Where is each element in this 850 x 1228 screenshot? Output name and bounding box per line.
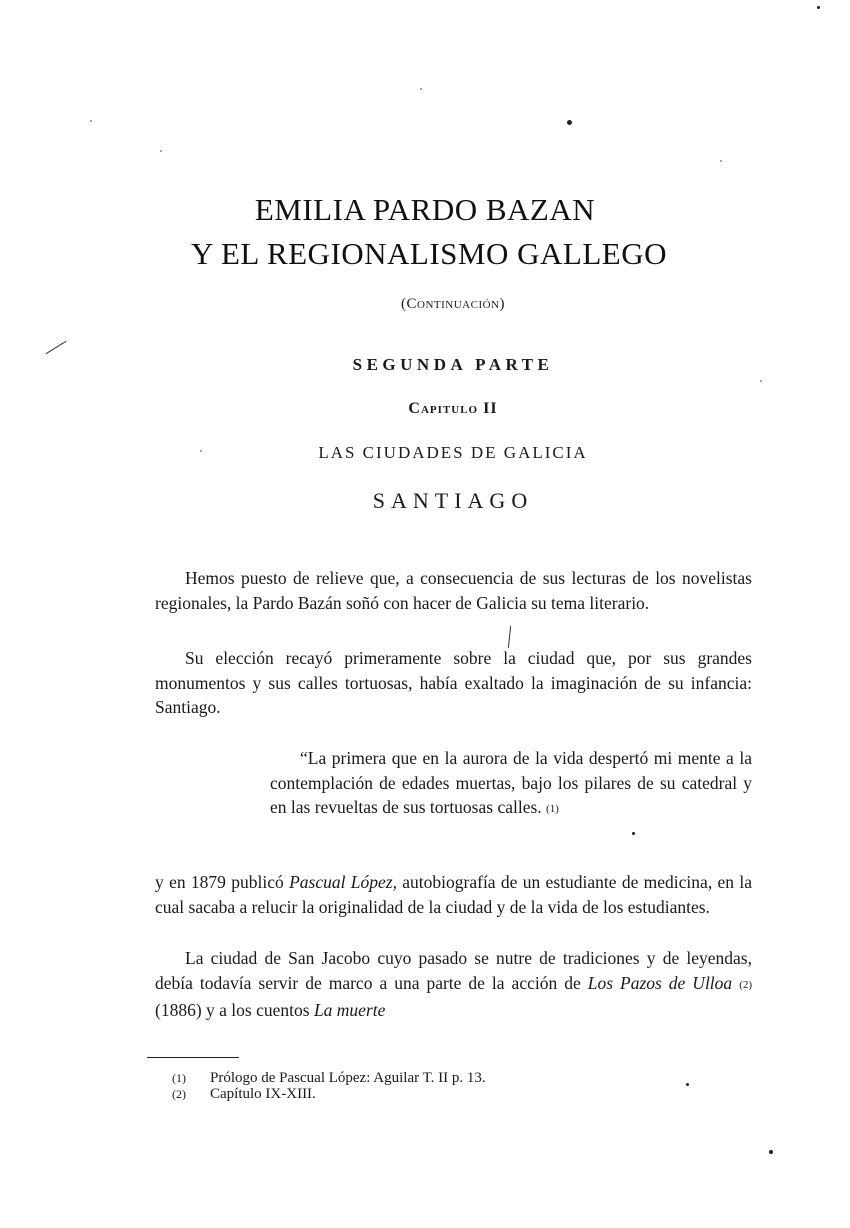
ink-spot [567,120,572,125]
pen-stroke [508,626,511,648]
paragraph-3-text-b: autobiografía de un estudiante de medicina, en la cual sacaba a relucir la originalidad de la ciudad y de la vida de los estudiantes. [155,872,752,917]
footnote-1-number: (1) [172,1071,186,1085]
ink-spot [817,6,820,9]
pen-stroke [46,341,67,355]
article-title-line-2: Y EL REGIONALISMO GALLEGO [190,236,667,271]
ink-spot [769,1150,773,1154]
paragraph-4 [155,946,752,1023]
speck [720,160,722,162]
paragraph-3 [155,870,752,919]
book-title-los-pazos: Los Pazos de Ulloa [587,972,733,993]
book-title-pascual-lopez: Pascual López, [289,872,397,892]
book-title-la-muerte: La muerte [313,1000,386,1020]
city-heading: SANTIAGO [372,488,534,513]
continuation-label: (Continuación) [401,296,505,312]
footnote-2-text: Capítulo IX-XIII. [210,1086,316,1102]
footnote-1 [172,1070,732,1086]
speck [90,120,92,122]
article-title-line-1: EMILIA PARDO BAZAN [254,192,596,227]
block-quote [270,746,752,823]
ink-spot [686,1083,689,1086]
speck [420,88,422,90]
chapter-heading: Capitulo II [408,400,498,417]
speck [200,450,202,452]
quote-text: “La primera que en la aurora de la vida despertó mi mente a la contemplación de edades muertas, bajo los pilares de su catedral y en las revueltas de sus tortuosas calles. [270,748,752,817]
footnote-ref-2: (2) [739,978,753,991]
footnote-separator [147,1057,239,1058]
paragraph-3-text-a: y en 1879 publicó [155,872,290,892]
footnote-2 [172,1086,732,1102]
paragraph-2: Su elección recayó primeramente sobre la ciudad que, por sus grandes monumentos y sus calles tortuosas, había exaltado la imaginación de su infancia: Santiago. [155,648,752,717]
footnote-ref-1: (1) [546,803,559,815]
footnote-1-text: Prólogo de Pascual López: Aguilar T. II p. 13. [210,1070,486,1086]
part-heading: SEGUNDA PARTE [352,355,554,374]
footnotes [172,1070,732,1102]
footnote-2-number: (2) [172,1087,186,1101]
ink-spot [632,832,635,835]
paragraph-1: Hemos puesto de relieve que, a consecuencia de sus lecturas de los novelistas regionales, la Pardo Bazán soñó con hacer de Galicia su tema literario. [155,568,752,613]
speck [760,380,762,382]
paragraph-4-text-a: La ciudad de San Jacobo cuyo pasado se nutre de tradiciones y de leyendas, debía todavía servir de marco a una parte de la acción de [155,948,752,993]
paragraph-4-text-b: (1886) y a los cuentos [155,1000,314,1020]
speck [160,150,162,152]
section-heading: LAS CIUDADES DE GALICIA [318,443,588,462]
